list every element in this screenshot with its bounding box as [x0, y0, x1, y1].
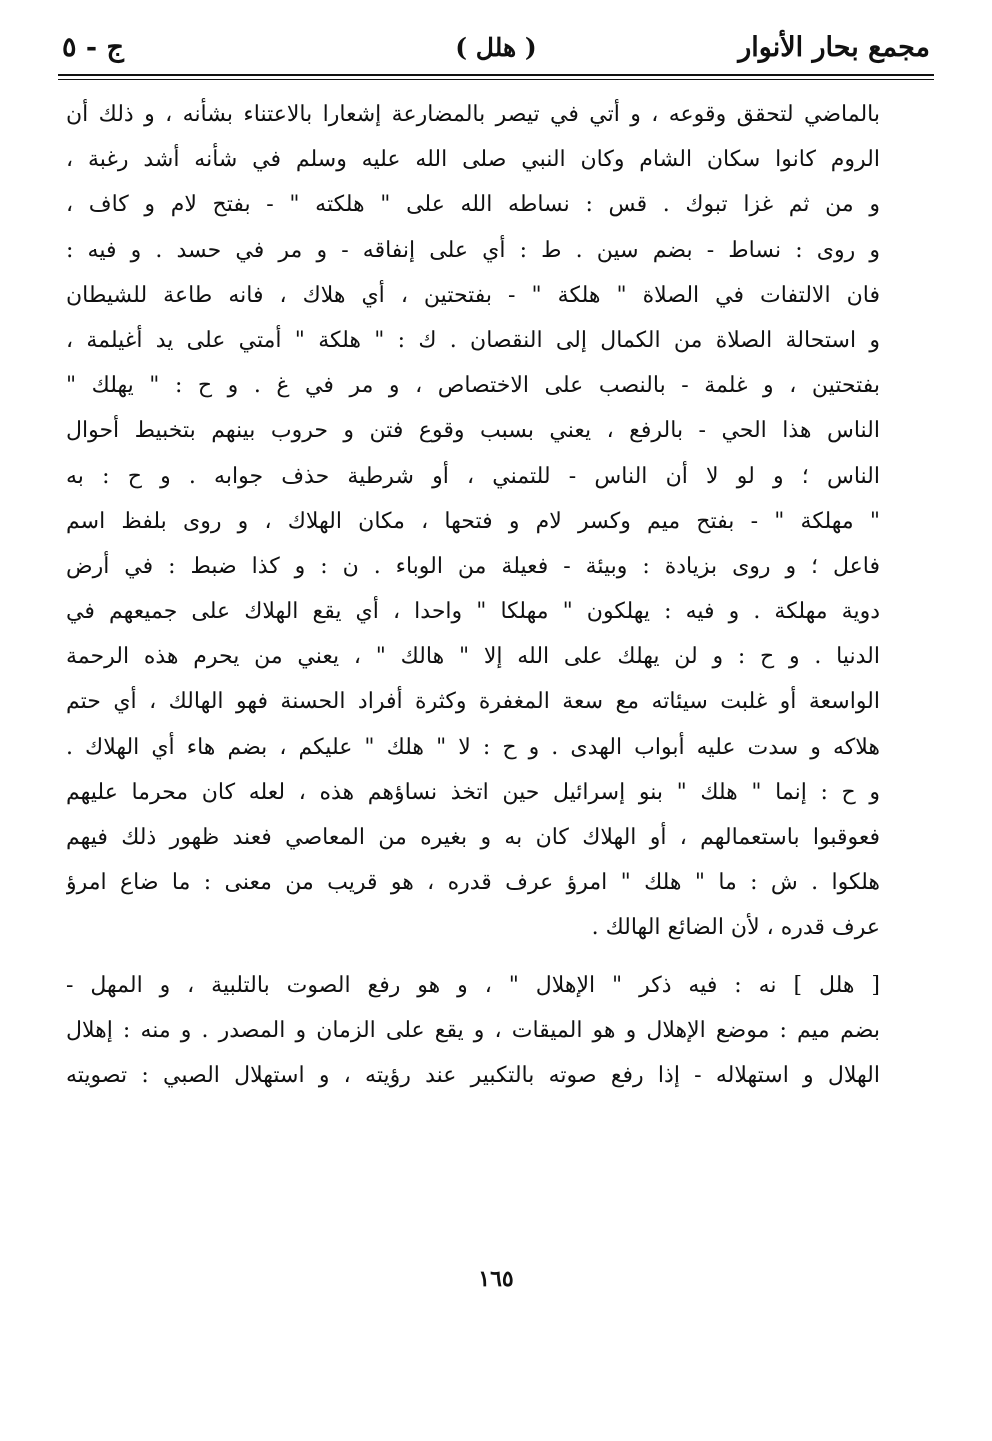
text-line: و استحالة الصلاة من الكمال إلى النقصان . ك : " هلكة " أمتي على يد أغيلمة ،: [66, 327, 880, 353]
text-line: بفتحتين ، و غلمة - بالنصب على الاختصاص ، و مر في غ . و ح : " يهلك ": [66, 373, 880, 399]
text-line: عرف قدره ، لأن الضائع الهالك .: [591, 915, 880, 941]
text-line: بضم ميم : موضع الإهلال و هو الميقات ، و يقع على الزمان و المصدر . و منه : إهلال: [66, 1017, 880, 1043]
text-line: الناس ؛ و لو لا أن الناس - للتمني ، أو شرطية حذف جوابه . و ح : به: [66, 463, 880, 489]
text-line: و من ثم غزا تبوك . قس : نساطه الله على " هلكته " - بفتح لام و كاف ،: [66, 192, 880, 218]
text-line: " مهلكة " - بفتح ميم وكسر لام و فتحها ، مكان الهلاك ، و روى بلفظ اسم: [66, 508, 880, 534]
text-line: بالماضي لتحقق وقوعه ، و أتي في تيصر بالمضارعة إشعارا بالاعتناء بشأنه ، و ذلك أن: [66, 102, 880, 127]
entry-heading-line: [ هلل ] نه : فيه ذكر " الإهلال " ، و هو رفع الصوت بالتلبية ، و المهل -: [66, 972, 880, 998]
running-header: [62, 22, 930, 72]
text-line: الواسعة أو غلبت سيئاته مع سعة المغفرة وكثرة أفراد الحسنة فهو الهالك ، أي حتم: [66, 689, 880, 715]
text-line: هلكوا . ش : ما " هلك " امرؤ عرف قدره ، هو قريب من معنى : ما ضاع امرؤ: [66, 870, 880, 896]
text-line: فعوقبوا باستعمالهم ، أو الهلاك كان به و بغيره من المعاصي فعند ظهور ذلك فيهم: [66, 825, 880, 850]
text-line: الدنيا . و ح : و لن يهلك على الله إلا " هالك " ، يعني من يحرم هذه الرحمة: [66, 644, 880, 670]
text-line: دوية مهلكة . و فيه : يهلكون " مهلكا " واحدا ، أي يقع الهلاك على جميعهم في: [66, 599, 880, 625]
text-line: فان الالتفات في الصلاة " هلكة " - بفتحتين ، أي هلاك ، فانه طاعة للشيطان: [66, 282, 880, 308]
text-line: الهلال و استهلاله - إذا رفع صوته بالتكبير عند رؤيته ، و استهلال الصبي : تصويته: [66, 1062, 880, 1088]
text-line: الروم كانوا سكان الشام وكان النبي صلى الله عليه وسلم في شأنه أشد رغبة ،: [66, 147, 880, 173]
header-book-title: مجمع بحار الأنوار: [738, 31, 930, 63]
page-number: ١٦٥: [478, 1266, 514, 1292]
header-volume: ج - ٥: [62, 31, 124, 63]
paragraph-gap: [66, 951, 880, 963]
text-line: و روى : نساط - بضم سين . ط : أي على إنفاقه - و مر في حسد . و فيه :: [66, 237, 880, 263]
header-rule-thin: [58, 79, 934, 80]
header-entry-word: ( هلل ): [455, 32, 537, 62]
text-line: فاعل ؛ و روى بزيادة : وبيئة - فعيلة من الوباء . ن : و كذا ضبط : في أرض: [66, 553, 880, 579]
body-text: [66, 92, 880, 1262]
text-line: هلاكه و سدت عليه أبواب الهدى . و ح : لا " هلك " عليكم ، بضم هاء أي الهلاك .: [66, 734, 880, 760]
header-rule: [58, 74, 934, 76]
text-line: و ح : إنما " هلك " بنو إسرائيل حين اتخذ نساؤهم هذه ، لعله كان محرما عليهم: [66, 779, 880, 805]
text-line: الناس هذا الحي - بالرفع ، يعني بسبب وقوع فتن و حروب بينهم بتخبيط أحوال: [66, 418, 880, 444]
